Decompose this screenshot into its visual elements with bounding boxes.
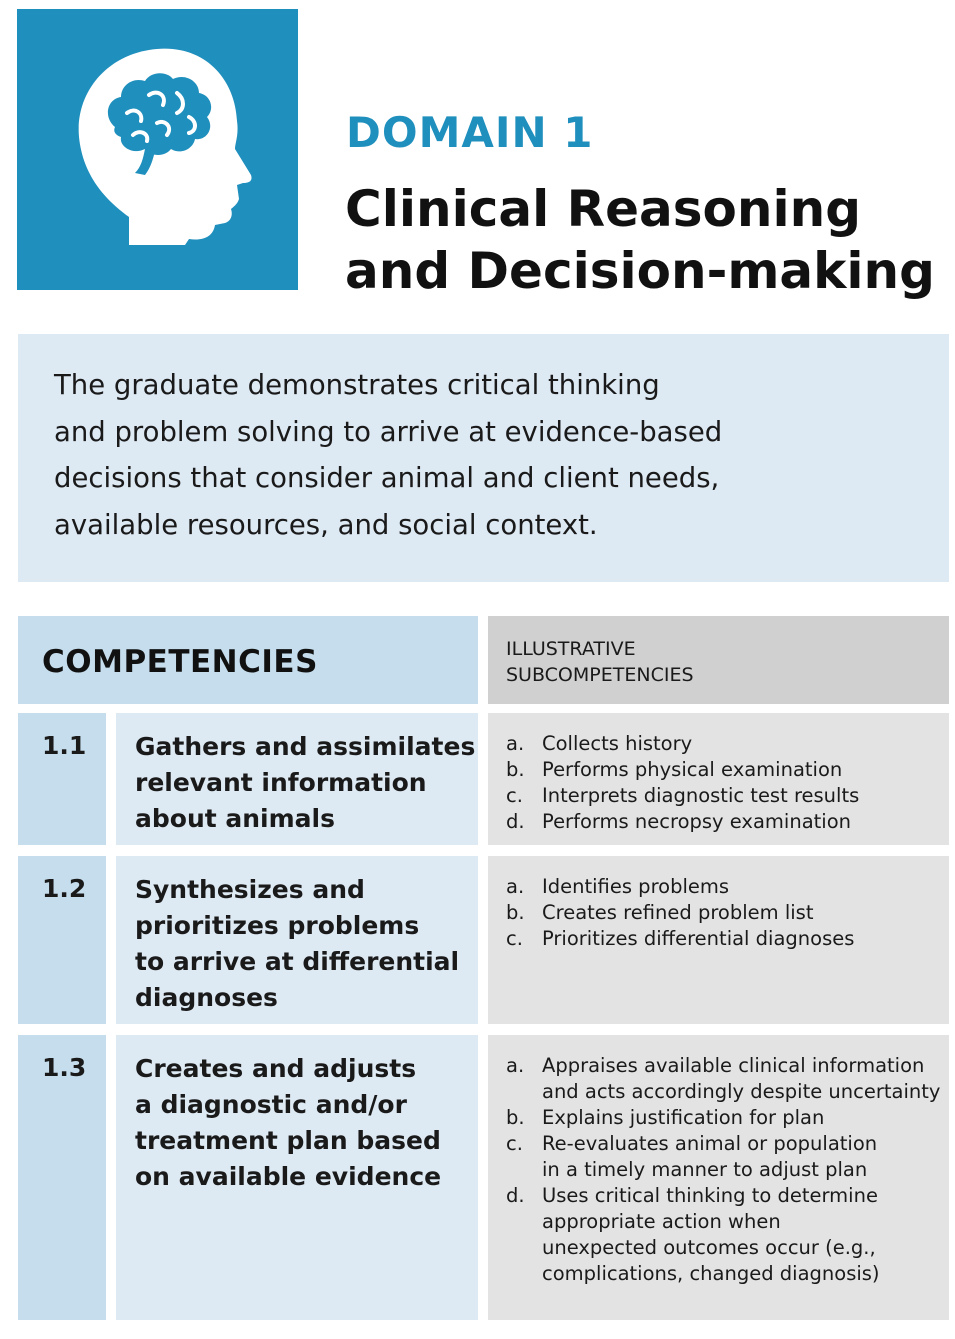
competency-line: treatment plan based bbox=[135, 1126, 441, 1155]
competency-line: relevant information bbox=[135, 768, 427, 797]
subcompetency-cell bbox=[488, 1035, 949, 1320]
subcompetency-item bbox=[506, 783, 859, 809]
subcompetency-item bbox=[506, 1053, 940, 1105]
competency-number: 1.3 bbox=[42, 1053, 87, 1082]
subcompetencies-header-line: ILLUSTRATIVE bbox=[506, 638, 636, 660]
subcompetency-text: in a timely manner to adjust plan bbox=[542, 1158, 868, 1181]
subcompetency-text: and acts accordingly despite uncertainty bbox=[542, 1080, 941, 1103]
subcompetency-text: Re-evaluates animal or population bbox=[542, 1132, 878, 1155]
competency-line: a diagnostic and/or bbox=[135, 1090, 407, 1119]
competency-line: Creates and adjusts bbox=[135, 1054, 417, 1083]
title-line: Clinical Reasoning bbox=[345, 180, 862, 238]
description-line: decisions that consider animal and client needs, bbox=[54, 462, 720, 494]
subcompetency-letter: a. bbox=[506, 875, 525, 898]
subcompetency-letter: d. bbox=[506, 810, 525, 833]
subcompetency-text: appropriate action when bbox=[542, 1210, 781, 1233]
subcompetencies-header-line: SUBCOMPETENCIES bbox=[506, 664, 694, 686]
subcompetency-text: Appraises available clinical information bbox=[542, 1054, 925, 1077]
subcompetency-cell bbox=[488, 713, 949, 845]
subcompetency-text: Performs physical examination bbox=[542, 758, 843, 781]
subcompetency-letter: c. bbox=[506, 784, 523, 807]
subcompetency-letter: c. bbox=[506, 927, 523, 950]
subcompetency-text: Uses critical thinking to determine bbox=[542, 1184, 878, 1207]
competency-text-cell bbox=[116, 1035, 478, 1320]
domain-description bbox=[18, 334, 949, 582]
competency-line: Gathers and assimilates bbox=[135, 732, 476, 761]
subcompetency-item bbox=[506, 900, 854, 926]
subcompetency-text: Explains justification for plan bbox=[542, 1106, 825, 1129]
subcompetency-letter: b. bbox=[506, 758, 525, 781]
subcompetency-letter: b. bbox=[506, 1106, 525, 1129]
title-line: and Decision-making bbox=[345, 242, 935, 300]
competency-line: to arrive at differential bbox=[135, 947, 460, 976]
competencies-header bbox=[18, 616, 478, 704]
competency-line: prioritizes problems bbox=[135, 911, 420, 940]
subcompetency-text: unexpected outcomes occur (e.g., bbox=[542, 1236, 876, 1259]
competency-number-cell bbox=[18, 856, 106, 1024]
subcompetency-letter: b. bbox=[506, 901, 525, 924]
competency-number-cell bbox=[18, 713, 106, 845]
subcompetency-item bbox=[506, 1183, 940, 1287]
description-line: and problem solving to arrive at evidence-based bbox=[54, 415, 723, 448]
competency-line: diagnoses bbox=[135, 983, 278, 1012]
competency-line: on available evidence bbox=[135, 1162, 442, 1191]
subcompetency-text: Collects history bbox=[542, 732, 693, 755]
subcompetency-item bbox=[506, 874, 854, 900]
subcompetency-item bbox=[506, 926, 854, 952]
description-line: The graduate demonstrates critical thinking bbox=[54, 369, 660, 401]
subcompetency-text: Creates refined problem list bbox=[542, 901, 814, 924]
subcompetency-item bbox=[506, 1105, 940, 1131]
subcompetency-text: Performs necropsy examination bbox=[542, 810, 851, 833]
subcompetencies-header bbox=[488, 616, 949, 704]
competency-number-cell bbox=[18, 1035, 106, 1320]
competency-number: 1.1 bbox=[42, 731, 87, 760]
subcompetency-letter: a. bbox=[506, 1054, 525, 1077]
description-line: available resources, and social context. bbox=[54, 508, 598, 541]
subcompetency-text: Interprets diagnostic test results bbox=[542, 784, 860, 807]
subcompetency-text: Prioritizes differential diagnoses bbox=[542, 927, 855, 950]
subcompetency-letter: c. bbox=[506, 1132, 523, 1155]
competencies-header-label: COMPETENCIES bbox=[42, 644, 318, 680]
subcompetency-text: Identifies problems bbox=[542, 875, 730, 898]
subcompetency-letter: a. bbox=[506, 732, 525, 755]
competency-text-cell bbox=[116, 713, 478, 845]
page-title bbox=[345, 178, 945, 302]
subcompetency-item bbox=[506, 757, 859, 783]
subcompetency-text: complications, changed diagnosis) bbox=[542, 1262, 880, 1285]
competency-line: about animals bbox=[135, 804, 335, 833]
subcompetency-letter: d. bbox=[506, 1184, 525, 1207]
head-brain-icon bbox=[17, 9, 298, 290]
competency-line: Synthesizes and bbox=[135, 875, 365, 904]
domain-label: DOMAIN 1 bbox=[346, 108, 594, 157]
subcompetency-item bbox=[506, 809, 859, 835]
competency-text-cell bbox=[116, 856, 478, 1024]
subcompetency-cell bbox=[488, 856, 949, 1024]
subcompetency-item bbox=[506, 1131, 940, 1183]
competency-number: 1.2 bbox=[42, 874, 87, 903]
subcompetency-item bbox=[506, 731, 859, 757]
